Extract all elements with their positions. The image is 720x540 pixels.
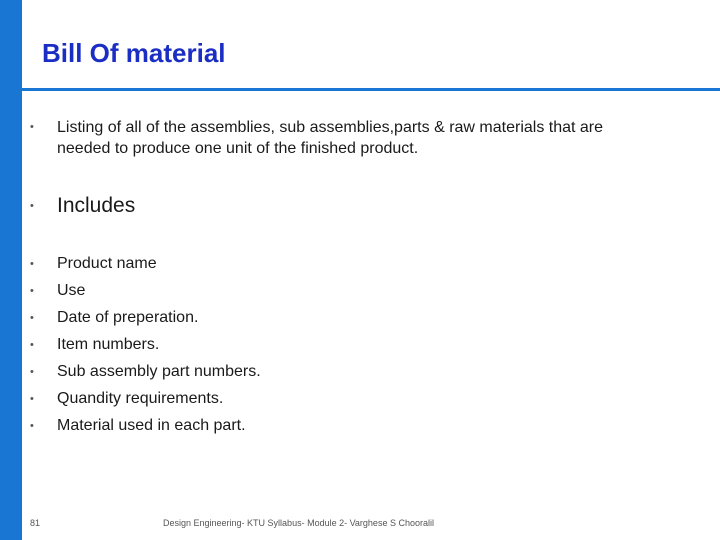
list-item — [30, 387, 261, 414]
list-item — [30, 360, 261, 387]
list-item-text: Date of preperation. — [57, 309, 199, 326]
list-item-text: Product name — [57, 255, 157, 272]
list-item — [30, 252, 261, 279]
bullet-marker: • — [30, 258, 34, 270]
list-item — [30, 306, 261, 333]
includes-list — [30, 252, 261, 441]
bullet-includes — [30, 193, 135, 219]
bullet-marker: • — [30, 312, 34, 324]
bullet-marker: • — [30, 285, 34, 297]
bullet-text-line-1: Listing of all of the assemblies, sub assemblies,parts & raw materials that are — [57, 119, 604, 136]
list-item-text: Material used in each part. — [57, 417, 246, 434]
bullet-text — [57, 117, 603, 159]
list-item — [30, 279, 261, 306]
bullet-listing-definition — [30, 117, 603, 159]
bullet-text: Includes — [57, 194, 136, 217]
title-underline — [22, 88, 720, 91]
bullet-marker: • — [30, 121, 34, 133]
footer-caption: Design Engineering- KTU Syllabus- Module 2- Varghese S Chooralil — [163, 518, 434, 528]
list-item — [30, 414, 261, 441]
bullet-marker: • — [30, 200, 34, 212]
left-accent-bar — [0, 0, 22, 540]
slide-title: Bill Of material — [42, 38, 226, 68]
bullet-marker: • — [30, 393, 34, 405]
list-item-text: Item numbers. — [57, 336, 160, 353]
list-item — [30, 333, 261, 360]
bullet-marker: • — [30, 339, 34, 351]
bullet-marker: • — [30, 366, 34, 378]
bullet-text-line-2: needed to produce one unit of the finished product. — [57, 140, 419, 157]
list-item-text: Use — [57, 282, 86, 299]
list-item-text: Quandity requirements. — [57, 390, 224, 407]
bullet-marker: • — [30, 420, 34, 432]
list-item-text: Sub assembly part numbers. — [57, 363, 261, 380]
footer-page-number: 81 — [30, 518, 41, 528]
